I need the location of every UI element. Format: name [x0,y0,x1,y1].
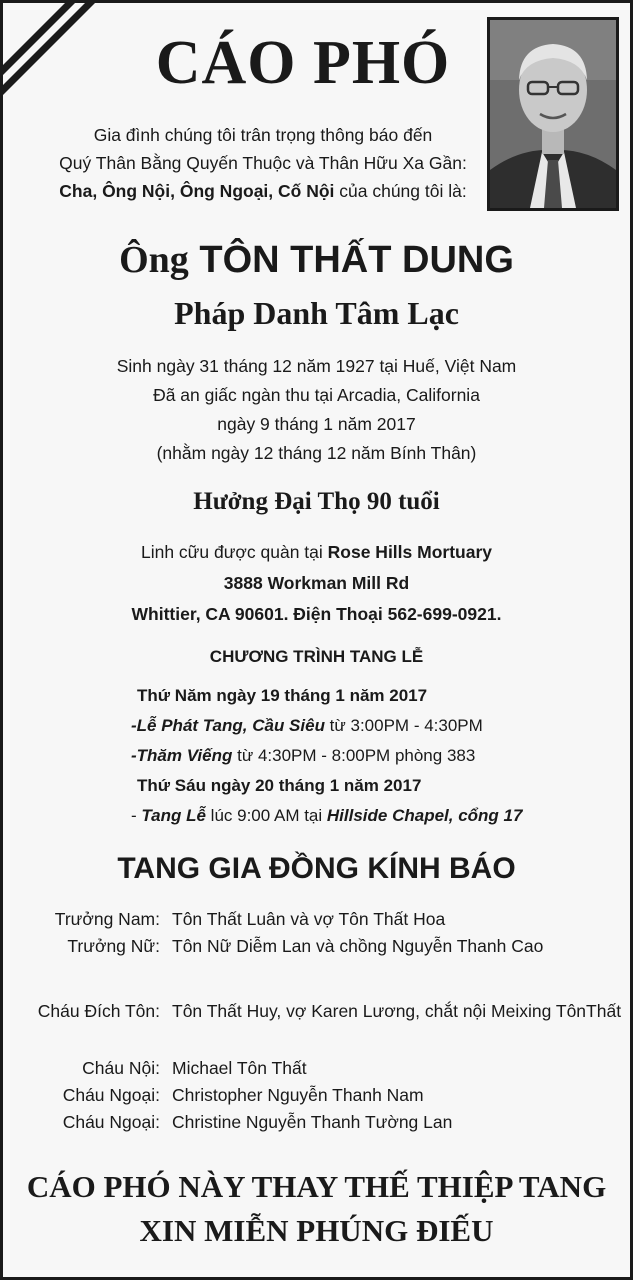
program-day-2: Thứ Sáu ngày 20 tháng 1 năm 2017 [137,776,422,795]
event-place: Hillside Chapel, cổng 17 [326,806,523,825]
family-role: Cháu Ngoại: [62,1112,160,1132]
intro-line: Quý Thân Bằng Quyến Thuộc và Thân Hữu Xa Gần: [59,153,467,173]
family-members: Tôn Thất Huy, vợ Karen Lương, chắt nội Meixing TônThất [172,1001,622,1021]
funeral-program [131,681,591,831]
family-row [3,1055,630,1082]
honorific: Ông [119,239,189,281]
passing-info: Đã an giấc ngàn thu tại Arcadia, California [153,385,480,405]
program-day-1: Thứ Năm ngày 19 tháng 1 năm 2017 [137,686,428,705]
family-role: Trưởng Nữ: [67,936,160,956]
family-role: Cháu Nội: [82,1058,160,1078]
city-phone: Whittier, CA 90601. Điện Thoại 562-699-0921. [131,604,502,624]
venue-address [3,568,630,599]
family-role: Cháu Ngoại: [62,1085,160,1105]
age-info: Hưởng Đại Thọ 90 tuổi [193,488,440,515]
birth-info: Sinh ngày 31 tháng 12 năm 1927 tại Huế, Việt Nam [116,356,517,376]
family-row [3,906,630,933]
intro-text [43,121,483,205]
spacer [3,960,630,998]
family-members: Michael Tôn Thất [172,1058,307,1078]
family-members: Christopher Nguyễn Thanh Nam [172,1085,424,1105]
family-list [3,906,630,1136]
event-time: từ 3:00PM - 4:30PM [324,716,483,735]
page-title: CÁO PHÓ [155,29,451,97]
spacer [3,1025,630,1055]
family-announcement: TANG GIA ĐỒNG KÍNH BÁO [117,852,516,885]
footer-line: CÁO PHÓ NÀY THAY THẾ THIỆP TANG [26,1169,607,1204]
passing-date: ngày 9 tháng 1 năm 2017 [217,414,416,434]
full-name: TÔN THẤT DUNG [199,239,514,281]
family-role: Cháu Đích Tôn: [37,1001,160,1021]
family-row [3,1082,630,1109]
program-title: CHƯƠNG TRÌNH TANG LỄ [209,647,424,666]
life-details [3,352,630,468]
footer-line: XIN MIỄN PHÚNG ĐIẾU [139,1213,494,1248]
event-name: -Thăm Viếng [131,746,233,765]
venue-info [3,537,630,630]
event-name: -Lễ Phát Tang, Cầu Siêu [131,716,325,735]
intro-line: Gia đình chúng tôi trân trọng thông báo đến [93,125,433,145]
family-row [3,998,630,1025]
program-event [131,711,591,741]
event-name: Tang Lễ [141,806,206,825]
portrait-photo [487,17,619,211]
family-role: Trưởng Nam: [54,909,160,929]
family-members: Tôn Nữ Diễm Lan và chồng Nguyễn Thanh Cao [172,936,544,956]
mortuary-name: Rose Hills Mortuary [327,542,493,562]
event-time: từ 4:30PM - 8:00PM phòng 383 [232,746,476,765]
deceased-name [3,237,630,283]
intro-line [43,177,483,205]
venue-prefix: Linh cữu được quàn tại [140,542,328,562]
event-time: lúc 9:00 AM tại [205,806,327,825]
program-event [131,741,591,771]
relationship-list: Cha, Ông Nội, Ông Ngoại, Cố Nội [59,181,335,201]
venue-line [3,537,630,568]
intro-line-rest: của chúng tôi là: [334,181,467,201]
venue-city-phone [3,599,630,630]
footer-notice [3,1165,630,1253]
family-row [3,933,630,960]
program-event [131,801,591,831]
dharma-name: Pháp Danh Tâm Lạc [174,295,459,331]
family-row [3,1109,630,1136]
street-address: 3888 Workman Mill Rd [223,573,410,593]
lunar-date: (nhằm ngày 12 tháng 12 năm Bính Thân) [156,443,477,463]
family-members: Tôn Thất Luân và vợ Tôn Thất Hoa [172,909,446,929]
event-prefix: - [131,806,142,825]
family-members: Christine Nguyễn Thanh Tường Lan [172,1112,453,1132]
